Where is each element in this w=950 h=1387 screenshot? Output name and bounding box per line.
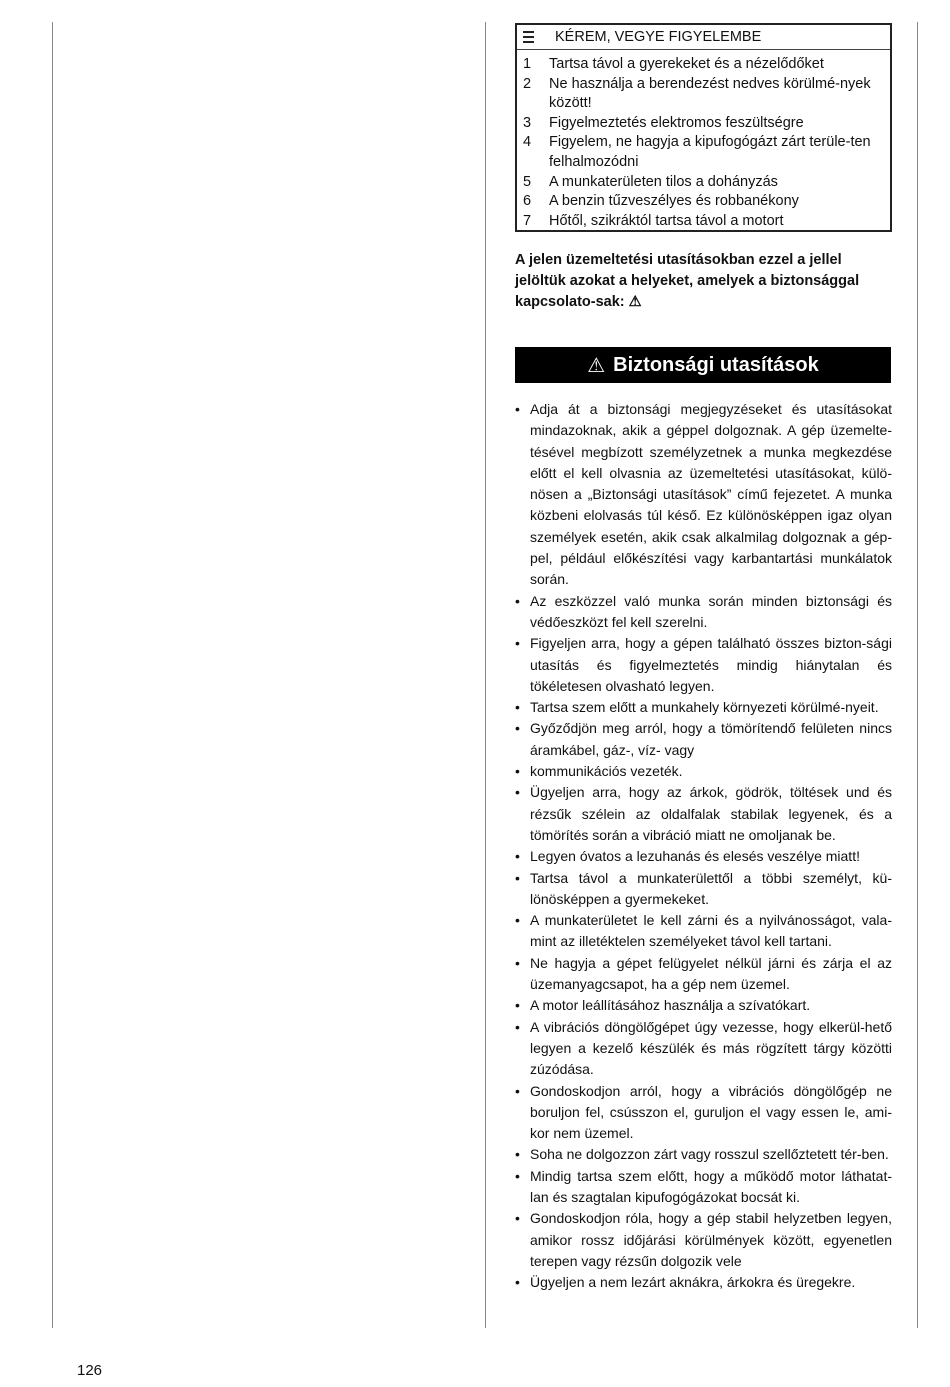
notice-item-text: Figyelmeztetés elektromos feszültségre [549,114,804,131]
list-item: • Ne hagyja a gépet felügyelet nélkül járni és zárja el az üzemanyagcsapot, ha a gép nem üzemel. [515,953,892,996]
notice-item-text: Hőtől, szikráktól tartsa távol a motort [549,212,784,229]
list-item: • Mindig tartsa szem előtt, hogy a működő motor láthatat-lan és szagtalan kipufogógázokat bocsát ki. [515,1166,892,1209]
list-item: • Ügyeljen arra, hogy az árkok, gödrök, töltések und és rézsűk szélein az oldalfalak stabilak legyenek, és a tömörítés során a vibráció miatt ne omoljanak be. [515,782,892,846]
notice-item [523,173,882,193]
notice-box [515,23,892,232]
list-item: • Figyeljen arra, hogy a gépen található összes bizton-sági utasítás és figyelmeztetés mindig hiánytalan és tökéletesen olvasható legyen. [515,633,892,697]
notice-item-text: Figyelem, ne hagyja a kipufogógázt zárt terüle-ten felhalmozódni [549,134,871,170]
list-item: • Adja át a biztonsági megjegyzéseket és utasításokat mindazoknak, akik a géppel dolgoznak. A gép üzemelte-tésével megbízott személyzetnek a munka megkezdése előtt el kell olvasnia az üzemeltetési utasításokat, külö-nösen a „Biztonsági utasítások” című fejezetet. A munka közbeni elolvasás túl késő. Ez különösképpen igaz olyan személyek esetén, akik csak alkalmilag dolgoznak a gép-pel, például előkészítési vagy karbantartási munkálatok során. [515,399,892,591]
warning-intro-text: A jelen üzemeltetési utasításokban ezzel a jellel jelöltük azokat a helyeket, amelyek a biztonsággal kapcsolato-sak: ⚠ [515,252,860,310]
section-heading [515,347,891,383]
list-item: • A vibrációs döngölőgépet úgy vezesse, hogy elkerül-hető legyen a kezelő készülék és más rögzített tárgy közötti zúzódása. [515,1017,892,1081]
notice-item [523,133,882,172]
list-item: • Tartsa szem előtt a munkahely környezeti körülmé-nyeit. [515,697,892,718]
list-item: • A munkaterületet le kell zárni és a nyilvánosságot, vala-mint az illetéktelen személyeket távol kell tartani. [515,910,892,953]
list-item: • Soha ne dolgozzon zárt vagy rosszul szellőztetett tér-ben. [515,1144,892,1165]
notice-list [517,50,890,231]
section-title: Biztonsági utasítások [613,353,819,376]
list-item: • Gondoskodjon róla, hogy a gép stabil helyzetben legyen, amikor rossz időjárási körülmények között, egyenetlen terepen vagy rézsűn dolgozik vele [515,1208,892,1272]
notice-item-text: Ne használja a berendezést nedves körülmé-nyek között! [549,75,871,112]
list-item: • Ügyeljen a nem lezárt aknákra, árkokra és üregekre. [515,1272,892,1293]
page-number: 126 [77,1362,103,1379]
notice-item [523,212,882,232]
list-item: • Legyen óvatos a lezuhanás és elesés veszélye miatt! [515,846,892,867]
notice-item-number: 2 [523,75,532,92]
notice-item-text: A munkaterületen tilos a dohányzás [549,173,778,190]
notice-item-number: 6 [523,193,532,210]
notice-item [523,75,882,114]
notice-item [523,192,882,212]
list-item: • Az eszközzel való munka során minden biztonsági és védőeszközt fel kell szerelni. [515,591,892,634]
right-margin-rule [917,22,918,1328]
notice-title: KÉREM, VEGYE FIGYELEMBE [555,29,762,45]
notice-item-number: 3 [523,114,532,131]
safety-rules-list [515,399,892,1293]
notice-header [517,25,890,50]
list-item: • Tartsa távol a munkaterülettől a többi személyt, kü-lönösképpen a gyermekeket. [515,868,892,911]
notice-item-text: A benzin tűzveszélyes és robbanékony [549,193,799,210]
notice-item [523,114,882,134]
list-item: • A motor leállításához használja a szívatókart. [515,995,892,1016]
notice-item-text: Tartsa távol a gyerekeket és a nézelődőket [549,56,824,72]
list-icon [523,31,534,43]
list-item: • Győződjön meg arról, hogy a tömörítendő felületen nincs áramkábel, gáz-, víz- vagy [515,718,892,761]
left-margin-rule [52,22,53,1328]
notice-item-number: 4 [523,134,532,151]
notice-item-number: 7 [523,212,532,229]
warning-triangle-icon: ⚠ [587,354,606,377]
column-divider-rule [485,22,486,1328]
list-item: • Gondoskodjon arról, hogy a vibrációs döngölőgép ne boruljon fel, csússzon el, guruljon el vagy essen le, ami-kor nem üzemel. [515,1081,892,1145]
notice-item-number: 5 [523,173,532,190]
notice-item-number: 1 [523,56,532,72]
list-item: • kommunikációs vezeték. [515,761,892,782]
notice-item [523,55,882,75]
